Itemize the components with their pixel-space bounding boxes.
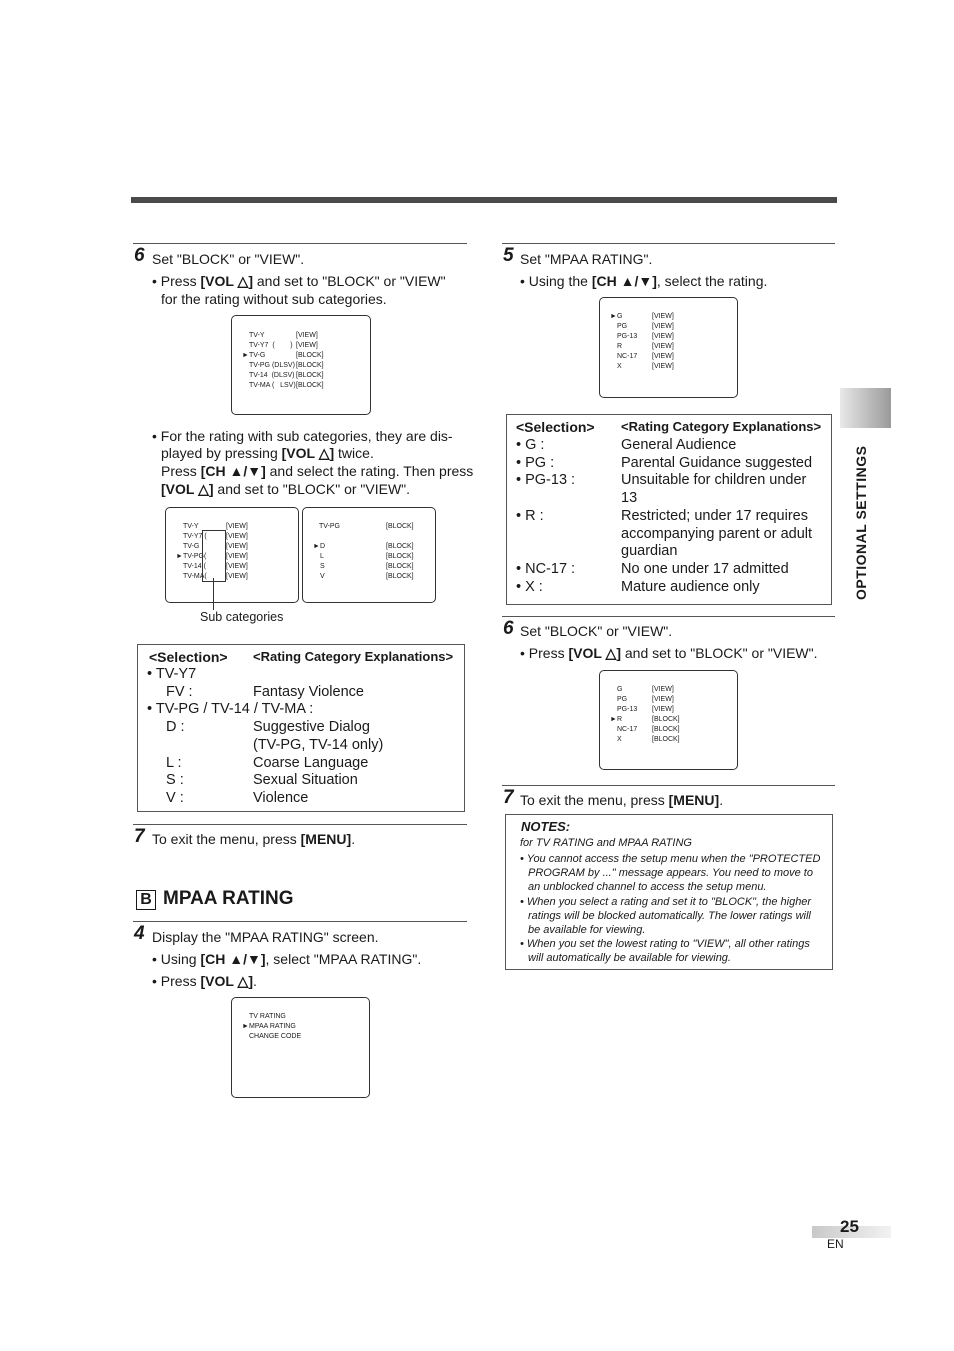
table-head-selection: <Selection> <box>516 419 595 435</box>
table-value: Violence <box>253 789 309 806</box>
screen-row-label: CHANGE CODE <box>249 1033 302 1040</box>
table-value: Parental Guidance suggested <box>621 454 813 471</box>
screen-row-label: TV-G <box>249 352 266 359</box>
table-value: Restricted; under 17 requires <box>621 507 808 524</box>
table-key: • X : <box>516 578 543 595</box>
text: • Press <box>152 973 201 989</box>
screen-cursor <box>176 542 178 552</box>
step-number: 6 <box>503 618 514 639</box>
mpaa-explanation-table <box>506 414 832 605</box>
screen-cursor <box>610 362 612 372</box>
table-value: Mature audience only <box>621 578 760 595</box>
text: , select "MPAA RATING". <box>265 951 422 967</box>
step-number: 5 <box>503 245 514 266</box>
screen-cursor <box>176 522 178 532</box>
header-bar <box>131 197 837 203</box>
tv-screen-tv-rating <box>231 315 371 415</box>
divider <box>133 243 467 244</box>
screen-row-value: [BLOCK] <box>652 716 680 723</box>
screen-cursor: ► <box>176 553 183 560</box>
table-key: S : <box>166 772 184 789</box>
screen-row-value: [BLOCK] <box>296 372 324 379</box>
screen-row-label: PG-13 <box>617 333 638 340</box>
sub-category-bracket <box>202 530 226 582</box>
screen-row-value: [VIEW] <box>226 533 248 540</box>
divider <box>502 616 835 617</box>
screen-cursor <box>610 685 612 695</box>
notes-box <box>505 814 833 970</box>
sub-categories-label: Sub categories <box>200 610 284 624</box>
screen-row-label: TV-Y <box>249 332 265 339</box>
note-item-cont: will automatically be available for viewing. <box>528 952 731 964</box>
tv-screen-mpaa-block <box>599 670 738 770</box>
side-tab-label: OPTIONAL SETTINGS <box>853 445 869 600</box>
step-bullet <box>152 950 421 968</box>
table-value: Coarse Language <box>253 754 369 771</box>
screen-cursor <box>610 322 612 332</box>
note-item: • When you set the lowest rating to "VIEW", all other ratings <box>520 938 810 950</box>
text: and set to "BLOCK" or "VIEW" <box>252 273 446 289</box>
screen-cursor: ► <box>242 352 249 359</box>
table-key: • PG : <box>516 454 555 471</box>
screen-row-label: TV-MA ( LSV) <box>249 382 296 389</box>
rating-explanation-table <box>137 644 465 812</box>
page-number: 25 <box>840 1217 859 1236</box>
step-title: Set "MPAA RATING". <box>520 251 653 267</box>
screen-cursor <box>176 572 178 582</box>
screen-row-label: MPAA RATING <box>249 1023 296 1030</box>
notes-title: NOTES: <box>521 819 571 834</box>
screen-cursor <box>242 341 244 351</box>
table-value: Suggestive Dialog <box>253 719 370 736</box>
key-label: [CH ▲/▼] <box>591 273 657 289</box>
screen-row-label: TV-PG( <box>183 553 207 560</box>
screen-row-label: PG-13 <box>617 706 638 713</box>
screen-row-value: [VIEW] <box>296 332 318 339</box>
screen-row-label: TV-PG <box>319 523 341 530</box>
screen-cursor <box>610 735 612 745</box>
screen-row-label: TV-14 ( <box>183 563 206 570</box>
screen-row-value: [VIEW] <box>652 343 674 350</box>
notes-subtitle: for TV RATING and MPAA RATING <box>520 837 692 849</box>
step-title: Set "BLOCK" or "VIEW". <box>520 623 673 639</box>
divider <box>502 243 835 244</box>
tv-screen-sub-rating <box>302 507 436 603</box>
screen-row-label: PG <box>617 323 628 330</box>
screen-cursor: ► <box>242 1023 249 1030</box>
screen-cursor <box>313 562 315 572</box>
divider <box>502 785 835 786</box>
screen-row-label: TV-MA( <box>183 573 207 580</box>
screen-row-label: G <box>617 686 623 693</box>
divider <box>133 921 467 922</box>
table-key: D : <box>166 719 185 736</box>
text: , select the rating. <box>656 273 768 289</box>
step-bullet: • For the rating with sub categories, they are dis- <box>152 428 453 444</box>
screen-cursor <box>313 552 315 562</box>
text: and select the rating. Then press <box>265 463 474 479</box>
text: • Press <box>520 645 569 661</box>
step-bullet <box>520 272 767 290</box>
screen-row-label: V <box>320 573 325 580</box>
screen-row-label: D <box>320 543 326 550</box>
table-head-explanations: <Rating Category Explanations> <box>621 419 822 434</box>
text: • Press <box>152 273 201 289</box>
note-item-cont: an unblocked channel to access the setup menu. <box>528 881 767 893</box>
table-key: • TV-Y7 <box>147 666 197 682</box>
screen-row-value: [VIEW] <box>226 523 248 530</box>
tv-screen-mpaa-rating <box>599 297 738 398</box>
step-bullet-cont <box>161 462 473 480</box>
screen-row-value: [VIEW] <box>652 333 674 340</box>
screen-cursor <box>610 695 612 705</box>
screen-row-label: NC-17 <box>617 726 638 733</box>
key-label: [VOL △] <box>568 645 621 661</box>
screen-row-label: NC-17 <box>617 353 638 360</box>
tv-screen-sub-categories <box>165 507 299 603</box>
screen-row-label: X <box>617 363 622 370</box>
screen-row-value: [VIEW] <box>226 543 248 550</box>
screen-row-label: TV-Y7 ( <box>183 533 207 540</box>
screen-row-value: [BLOCK] <box>386 543 414 550</box>
step-bullet-cont <box>161 480 410 498</box>
section-letter-b: B <box>136 890 156 910</box>
screen-row-value: [VIEW] <box>652 363 674 370</box>
screen-row-value: [VIEW] <box>652 323 674 330</box>
divider <box>133 824 467 825</box>
screen-row-label: G <box>617 313 623 320</box>
screen-row-label: TV-14 (DLSV) <box>249 372 295 379</box>
step-title: Set "BLOCK" or "VIEW". <box>152 251 305 267</box>
key-label: [VOL △] <box>200 273 253 289</box>
key-label: [MENU] <box>668 792 720 808</box>
screen-row-label: R <box>617 343 623 350</box>
side-tab <box>840 388 891 428</box>
text: . <box>719 792 724 808</box>
table-key: FV : <box>166 683 193 700</box>
step-bullet-cont: for the rating without sub categories. <box>161 291 387 307</box>
table-key: • R : <box>516 507 544 524</box>
table-key: L : <box>166 754 182 771</box>
text: and set to "BLOCK" or "VIEW". <box>620 645 818 661</box>
step-bullet-cont <box>161 444 374 462</box>
screen-cursor <box>242 1012 244 1022</box>
step-number: 7 <box>134 826 145 847</box>
step-title: Display the "MPAA RATING" screen. <box>152 929 379 945</box>
table-head-selection: <Selection> <box>149 649 228 665</box>
screen-row-value: [VIEW] <box>226 563 248 570</box>
screen-cursor <box>242 381 244 391</box>
table-value: Sexual Situation <box>253 772 358 789</box>
key-label: [VOL △] <box>281 445 335 461</box>
table-head-explanations: <Rating Category Explanations> <box>253 649 454 664</box>
screen-cursor: ► <box>313 543 320 550</box>
language-code: EN <box>827 1237 844 1251</box>
table-key: • NC-17 : <box>516 560 576 577</box>
screen-row-value: [BLOCK] <box>296 362 324 369</box>
screen-cursor <box>610 352 612 362</box>
screen-row-value: [VIEW] <box>652 696 674 703</box>
screen-row-label: L <box>320 553 324 560</box>
text: Press <box>161 463 201 479</box>
screen-cursor <box>610 332 612 342</box>
step-text <box>520 791 723 809</box>
screen-row-value: [BLOCK] <box>386 563 414 570</box>
screen-cursor <box>610 342 612 352</box>
section-title: MPAA RATING <box>163 888 294 909</box>
text: twice. <box>334 445 374 461</box>
callout-line <box>213 578 214 610</box>
screen-row-value: [BLOCK] <box>386 523 414 530</box>
screen-row-value: [VIEW] <box>226 553 248 560</box>
text: To exit the menu, press <box>152 831 301 847</box>
screen-row-value: [BLOCK] <box>652 736 680 743</box>
screen-row-value: [VIEW] <box>296 342 318 349</box>
key-label: [VOL △] <box>161 481 214 497</box>
text: and set to "BLOCK" or "VIEW". <box>213 481 411 497</box>
screen-row-label: TV RATING <box>249 1013 286 1020</box>
step-bullet <box>520 644 818 662</box>
screen-row-value: [VIEW] <box>652 353 674 360</box>
screen-cursor <box>610 725 612 735</box>
key-label: [CH ▲/▼] <box>200 951 266 967</box>
note-item-cont: PROGRAM by ..." message appears. You need to move to <box>528 867 813 879</box>
text: To exit the menu, press <box>520 792 669 808</box>
screen-row-label: R <box>617 716 623 723</box>
screen-row-value: [VIEW] <box>226 573 248 580</box>
screen-row-label: TV-PG (DLSV) <box>249 362 295 369</box>
note-item: • When you select a rating and set it to "BLOCK", the higher <box>520 896 812 908</box>
screen-row-label: PG <box>617 696 628 703</box>
screen-cursor <box>242 371 244 381</box>
text: • Using <box>152 951 201 967</box>
screen-cursor <box>176 532 178 542</box>
key-label: [CH ▲/▼] <box>200 463 266 479</box>
table-value: General Audience <box>621 437 737 453</box>
screen-cursor: ► <box>610 313 617 320</box>
screen-cursor <box>313 572 315 582</box>
table-key: • G : <box>516 437 545 453</box>
screen-cursor <box>610 705 612 715</box>
screen-cursor <box>242 361 244 371</box>
screen-cursor <box>176 562 178 572</box>
screen-row-value: [VIEW] <box>652 706 674 713</box>
table-value: Unsuitable for children under <box>621 472 807 489</box>
step-number: 7 <box>503 787 514 808</box>
table-key: • PG-13 : <box>516 472 576 489</box>
screen-cursor <box>242 331 244 341</box>
screen-row-label: TV-Y7 ( ) <box>249 342 293 349</box>
note-item-cont: be available for viewing. <box>528 924 646 936</box>
screen-row-label: X <box>617 736 622 743</box>
table-value: accompanying parent or adult <box>621 525 813 542</box>
screen-row-label: TV-G <box>183 543 200 550</box>
screen-row-value: [BLOCK] <box>652 726 680 733</box>
table-key: V : <box>166 789 184 806</box>
text: . <box>252 973 257 989</box>
screen-row-value: [VIEW] <box>652 686 674 693</box>
screen-row-label: S <box>320 563 325 570</box>
table-value: guardian <box>621 543 678 560</box>
tv-screen-menu <box>231 997 370 1098</box>
table-value: No one under 17 admitted <box>621 560 789 577</box>
screen-row-value: [BLOCK] <box>386 573 414 580</box>
step-bullet <box>152 972 257 990</box>
step-text <box>152 830 355 848</box>
screen-row-value: [BLOCK] <box>386 553 414 560</box>
step-number: 4 <box>134 923 145 944</box>
table-key: • TV-PG / TV-14 / TV-MA : <box>147 701 314 718</box>
screen-row-label: TV-Y <box>183 523 199 530</box>
table-value: Fantasy Violence <box>253 683 364 700</box>
key-label: [VOL △] <box>200 973 253 989</box>
screen-row-value: [BLOCK] <box>296 382 324 389</box>
step-bullet <box>152 272 446 290</box>
key-label: [MENU] <box>300 831 352 847</box>
step-number: 6 <box>134 245 145 266</box>
text: . <box>351 831 356 847</box>
screen-cursor <box>242 1032 244 1042</box>
text: played by pressing <box>161 445 282 461</box>
screen-row-value: [BLOCK] <box>296 352 324 359</box>
text: • Using the <box>520 273 592 289</box>
screen-cursor: ► <box>610 716 617 723</box>
table-value: 13 <box>621 490 638 507</box>
table-value: (TV-PG, TV-14 only) <box>253 736 384 753</box>
note-item: • You cannot access the setup menu when the "PROTECTED <box>520 853 821 865</box>
screen-row-value: [VIEW] <box>652 313 674 320</box>
note-item-cont: ratings will be blocked automatically. The lower ratings will <box>528 910 811 922</box>
